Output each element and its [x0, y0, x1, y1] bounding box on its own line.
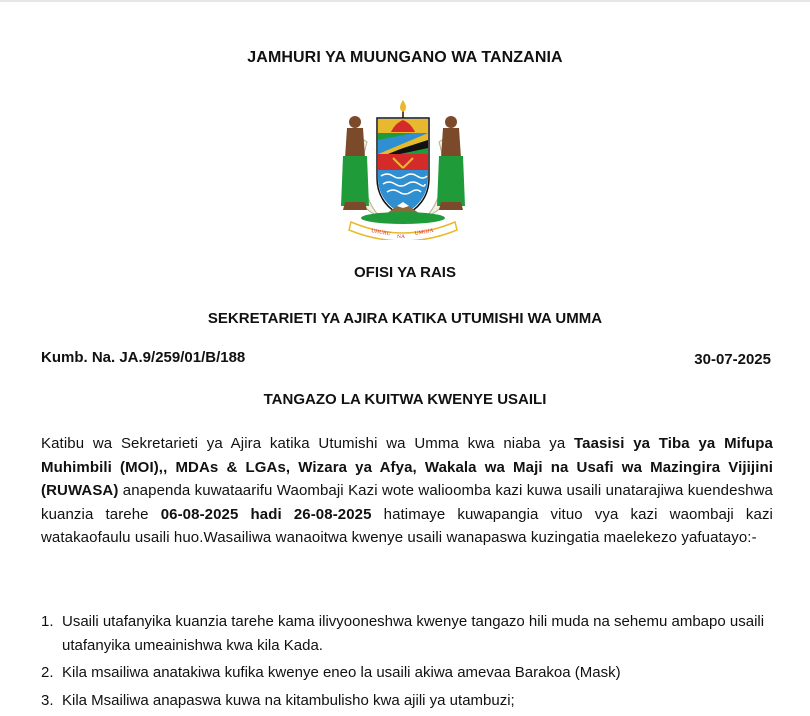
republic-heading: JAMHURI YA MUUNGANO WA TANZANIA — [247, 49, 563, 66]
intro-text-3: hatimaye kuwapangia vituo vya kazi waombaji kazi watakaofaulu usaili huo.Wasailiwa wanaoitwa kwenye usaili wanapaswa kuzingatia maelekezo yafuatayo:- — [41, 505, 773, 547]
secretariat-heading: SEKRETARIETI YA AJIRA KATIKA UTUMISHI WA UMMA — [207, 310, 603, 327]
intro-text-1: Katibu wa Sekretarieti ya Ajira katika Utumishi wa Umma kwa niaba ya — [41, 435, 575, 452]
list-item — [41, 610, 775, 657]
svg-text:UHURU: UHURU — [370, 228, 391, 238]
list-item — [41, 689, 775, 713]
list-item-number: 3. — [41, 691, 54, 709]
svg-text:NA: NA — [397, 234, 405, 240]
instructions-list — [41, 610, 775, 716]
coat-of-arms-icon — [333, 98, 473, 240]
office-heading: OFISI YA RAIS — [354, 264, 456, 281]
intro-paragraph — [41, 432, 773, 550]
notice-title: TANGAZO LA KUITWA KWENYE USAILI — [263, 391, 547, 408]
list-item-text: Kila Msailiwa anapaswa kuwa na kitambulisho kwa ajili ya utambuzi; — [62, 691, 515, 709]
svg-text:UMOJA: UMOJA — [414, 227, 435, 237]
reference-number: Kumb. Na. JA.9/259/01/B/188 — [41, 349, 246, 366]
intro-text-2: anapenda kuwataarifu Waombaji Kazi wote walioomba kazi kuwa usaili unatarajiwa kuendeshwa kuanzia tarehe — [41, 482, 773, 523]
institutions-bold: Taasisi ya Tiba ya Mifupa Muhimbili (MOI),, MDAs & LGAs, Wizara ya Afya, Wakala wa Maji na Usafi wa Mazingira Vijijini (RUWASA) — [41, 435, 774, 500]
list-item-number: 1. — [41, 613, 54, 630]
list-item — [41, 661, 775, 685]
page-top-edge — [0, 0, 810, 2]
list-item-text: Usaili utafanyika kuanzia tarehe kama ilivyooneshwa kwenye tangazo hili muda na sehemu ambapo usaili utafanyika umeainishwa kwa kila Kada. — [62, 613, 765, 654]
list-item-number: 2. — [41, 664, 54, 681]
list-item-text: Kila msailiwa anatakiwa kufika kwenye eneo la usaili akiwa amevaa Barakoa (Mask) — [62, 664, 621, 681]
interview-dates-bold: 06-08-2025 hadi 26-08-2025 — [160, 505, 372, 523]
notice-date: 30-07-2025 — [694, 351, 771, 368]
